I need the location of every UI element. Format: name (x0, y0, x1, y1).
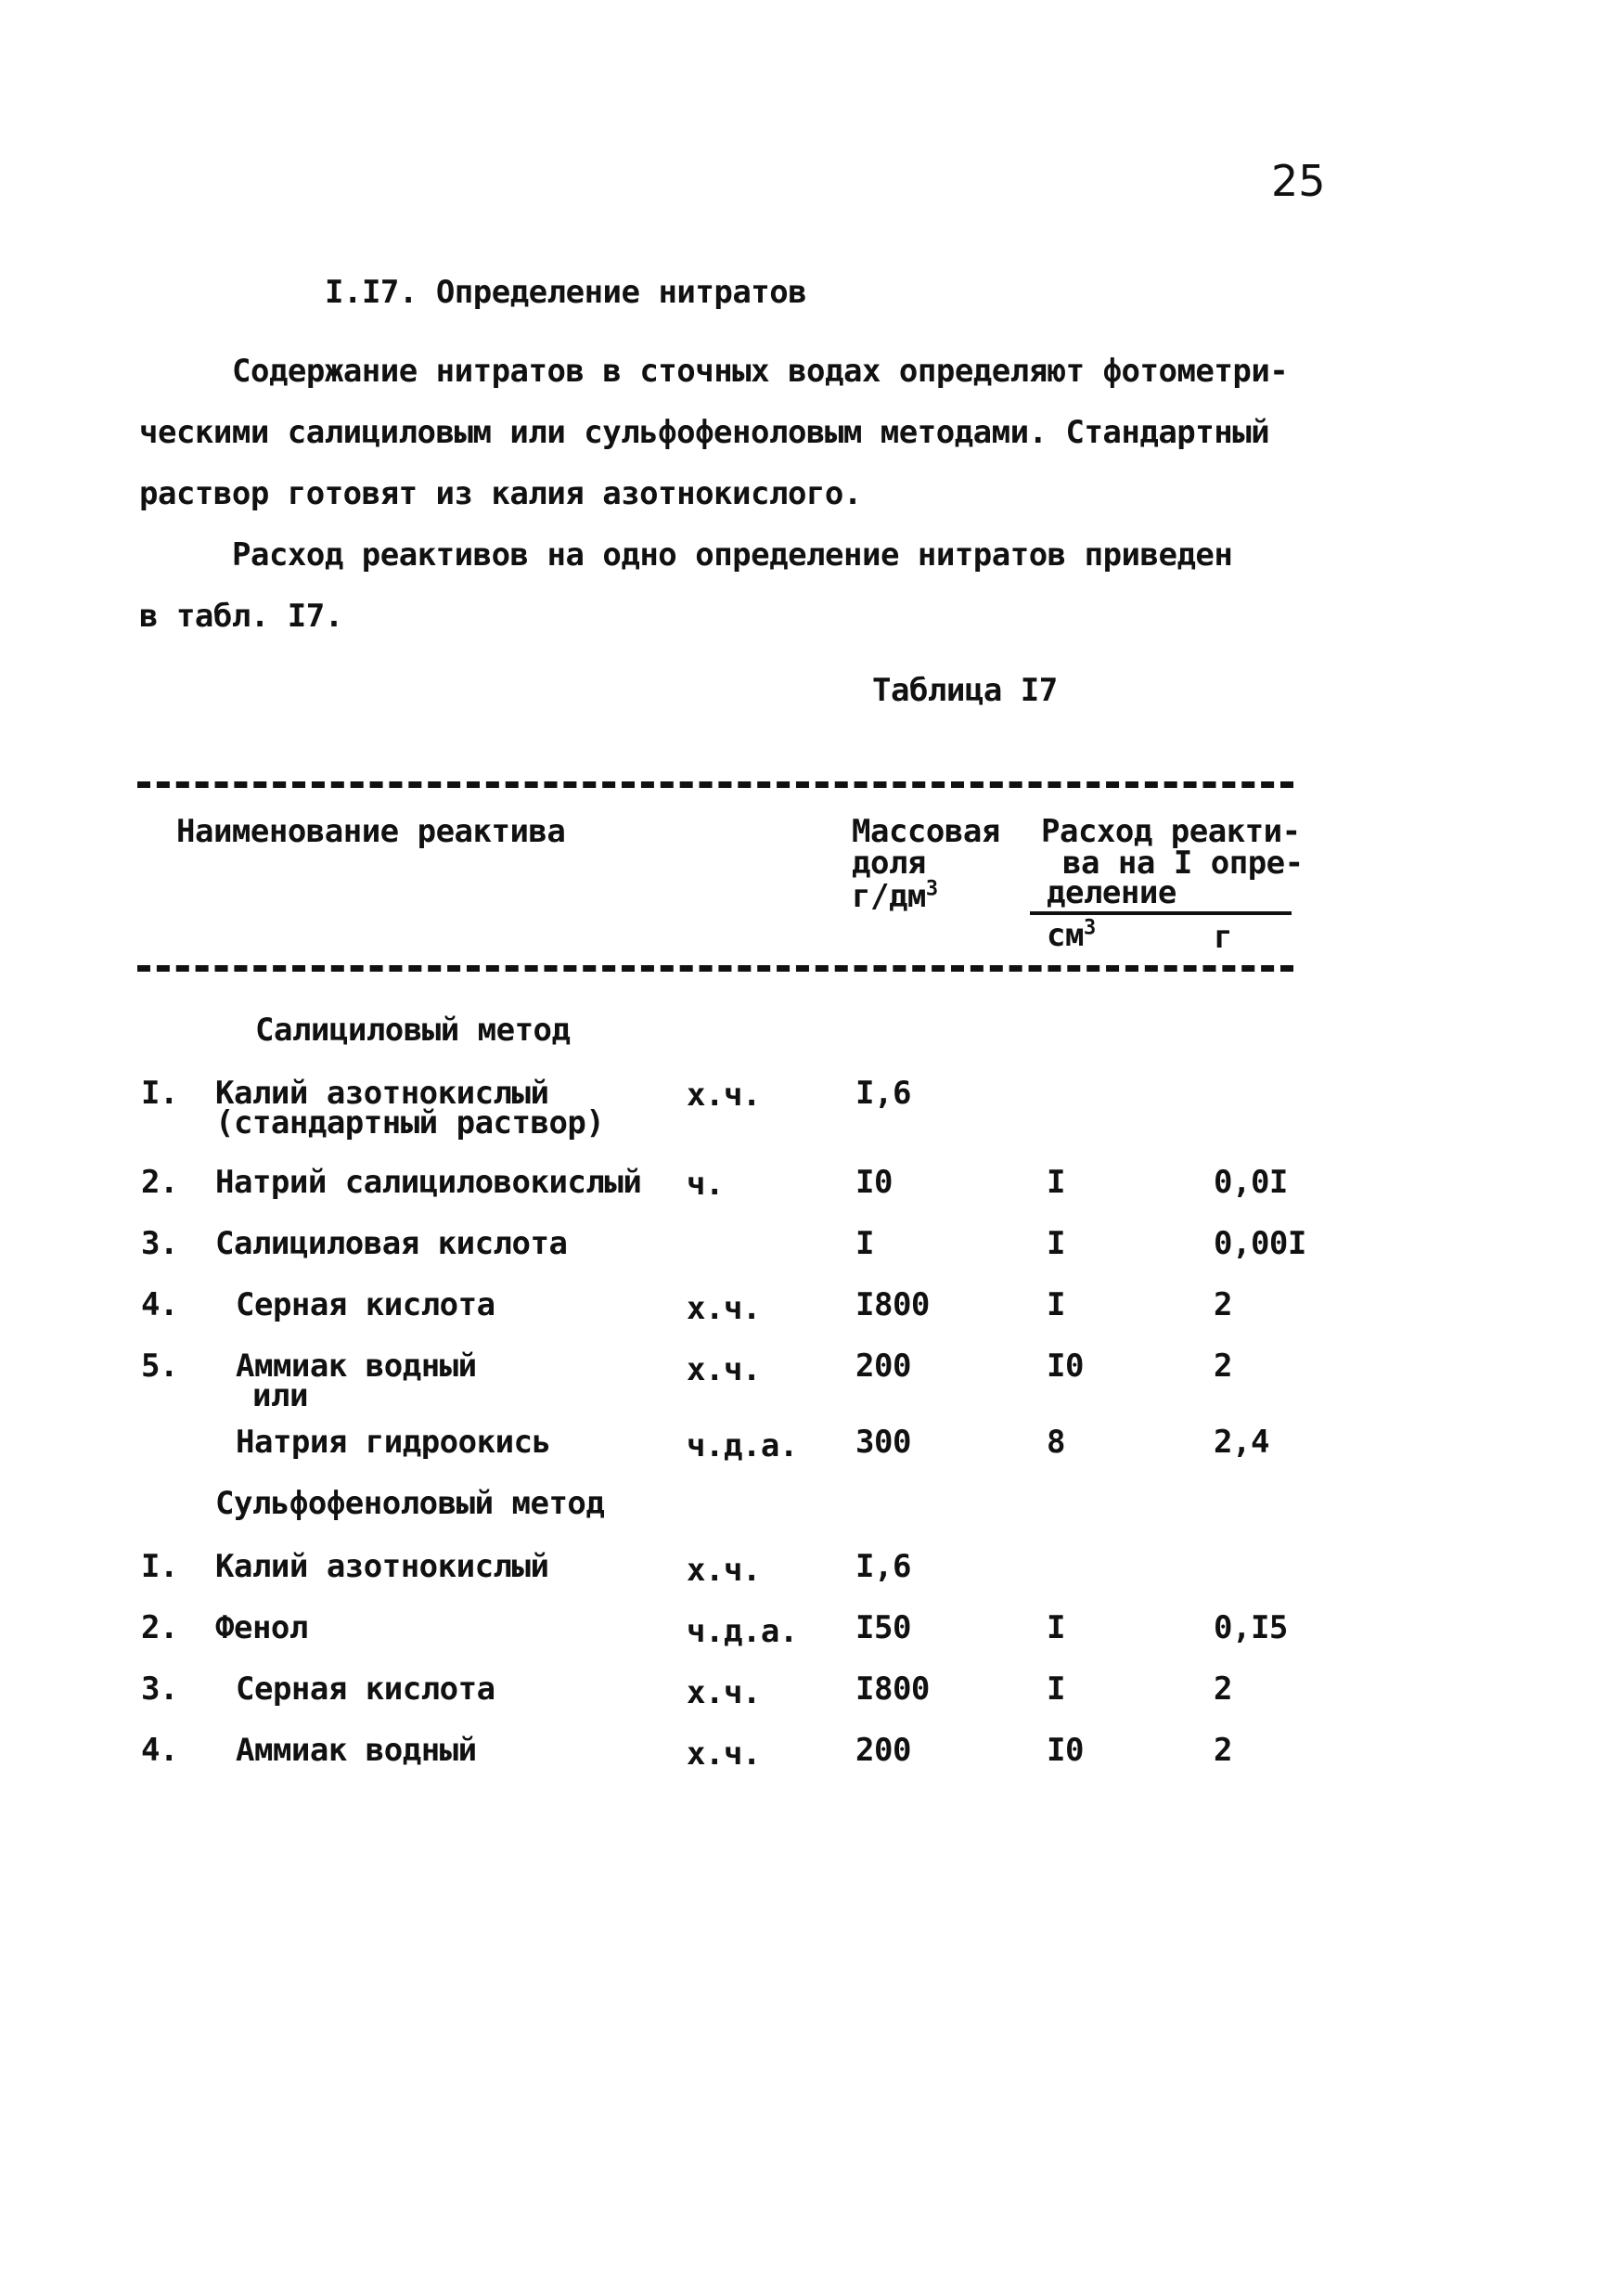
header-consumption-line2: ва на I опре- (1062, 845, 1304, 882)
reagent-grade: х.ч. (687, 1552, 761, 1589)
row-number: 2. (141, 1609, 178, 1646)
consumption-g: 2 (1214, 1670, 1232, 1708)
reagent-name: Калий азотнокислый (215, 1075, 549, 1112)
consumption-cm3: I (1047, 1164, 1065, 1201)
reagent-grade: х.ч. (687, 1290, 761, 1327)
header-consumption-line3: деление (1047, 874, 1176, 911)
header-mass-unit: $г/дм^3$ (852, 877, 938, 915)
header-name: Наименование реактива (176, 813, 566, 850)
paragraph-line: раствор готовят из калия азотнокислого. (139, 475, 862, 512)
consumption-cm3: I0 (1047, 1348, 1084, 1385)
page-number: 25 (1271, 156, 1326, 206)
table-header-rule (137, 965, 1293, 972)
header-unit-g: г (1214, 919, 1232, 956)
reagent-name: Серная кислота (236, 1286, 495, 1323)
row-number: 4. (141, 1286, 178, 1323)
reagent-name: Натрий салициловокислый (215, 1164, 642, 1201)
mass-fraction: I,6 (855, 1548, 911, 1585)
reagent-grade: х.ч. (687, 1351, 761, 1388)
mass-fraction: 200 (855, 1732, 911, 1769)
consumption-cm3: I (1047, 1286, 1065, 1323)
reagent-name: Аммиак водный (236, 1732, 477, 1769)
consumption-cm3: I (1047, 1609, 1065, 1646)
reagent-name: Серная кислота (236, 1670, 495, 1708)
mass-fraction: 300 (855, 1424, 911, 1461)
reagent-name: Калий азотнокислый (215, 1548, 549, 1585)
section-heading: I.I7. Определение нитратов (325, 274, 807, 311)
reagent-name: Фенол (215, 1609, 308, 1646)
header-subrule (1030, 911, 1292, 915)
reagent-grade: ч.д.а. (687, 1613, 798, 1650)
reagent-grade: х.ч. (687, 1735, 761, 1773)
row-number: 3. (141, 1225, 178, 1262)
row-number: 3. (141, 1670, 178, 1708)
method-title: Сульфофеноловый метод (215, 1485, 605, 1522)
row-number: 5. (141, 1348, 178, 1385)
mass-fraction: I (855, 1225, 874, 1262)
mass-fraction: I800 (855, 1286, 930, 1323)
consumption-cm3: 8 (1047, 1424, 1065, 1461)
reagent-grade: ч. (687, 1166, 724, 1203)
paragraph-line: Расход реактивов на одно определение нитратов приведен (232, 536, 1233, 574)
row-number: I. (141, 1075, 178, 1112)
reagent-name-note: (стандартный раствор) (215, 1104, 605, 1142)
paragraph-line: ческими салициловым или сульфофеноловым методами. Стандартный (139, 414, 1270, 451)
mass-fraction: 200 (855, 1348, 911, 1385)
table-top-rule (137, 781, 1293, 788)
consumption-cm3: I0 (1047, 1732, 1084, 1769)
header-unit-cm3: $см^3$ (1047, 916, 1096, 954)
paragraph-line: в табл. I7. (139, 598, 343, 635)
row-number: 4. (141, 1732, 178, 1769)
reagent-grade: ч.д.а. (687, 1427, 798, 1464)
consumption-g: 2,4 (1214, 1424, 1269, 1461)
header-consumption-line1: Расход реакти- (1041, 813, 1301, 850)
consumption-g: 0,00I (1214, 1225, 1306, 1262)
consumption-g: 0,0I (1214, 1164, 1288, 1201)
mass-fraction: I800 (855, 1670, 930, 1708)
mass-fraction: I50 (855, 1609, 911, 1646)
method-title: Салициловый метод (255, 1012, 571, 1049)
reagent-name: Аммиак водный (236, 1348, 477, 1385)
row-number: I. (141, 1548, 178, 1585)
paragraph-line: Содержание нитратов в сточных водах определяют фотометри- (232, 353, 1289, 390)
consumption-g: 2 (1214, 1286, 1232, 1323)
consumption-g: 2 (1214, 1348, 1232, 1385)
header-mass-line1: Массовая (852, 813, 1000, 850)
consumption-g: 2 (1214, 1732, 1232, 1769)
header-mass-line2: доля (852, 845, 926, 882)
reagent-grade: х.ч. (687, 1674, 761, 1711)
reagent-name: Натрия гидроокись (236, 1424, 551, 1461)
row-number: 2. (141, 1164, 178, 1201)
consumption-cm3: I (1047, 1225, 1065, 1262)
consumption-g: 0,I5 (1214, 1609, 1288, 1646)
reagent-name: Салициловая кислота (215, 1225, 568, 1262)
reagent-grade: х.ч. (687, 1077, 761, 1114)
mass-fraction: I,6 (855, 1075, 911, 1112)
table-caption: Таблица I7 (872, 672, 1058, 709)
reagent-alternative-word: или (252, 1377, 308, 1414)
mass-fraction: I0 (855, 1164, 893, 1201)
consumption-cm3: I (1047, 1670, 1065, 1708)
